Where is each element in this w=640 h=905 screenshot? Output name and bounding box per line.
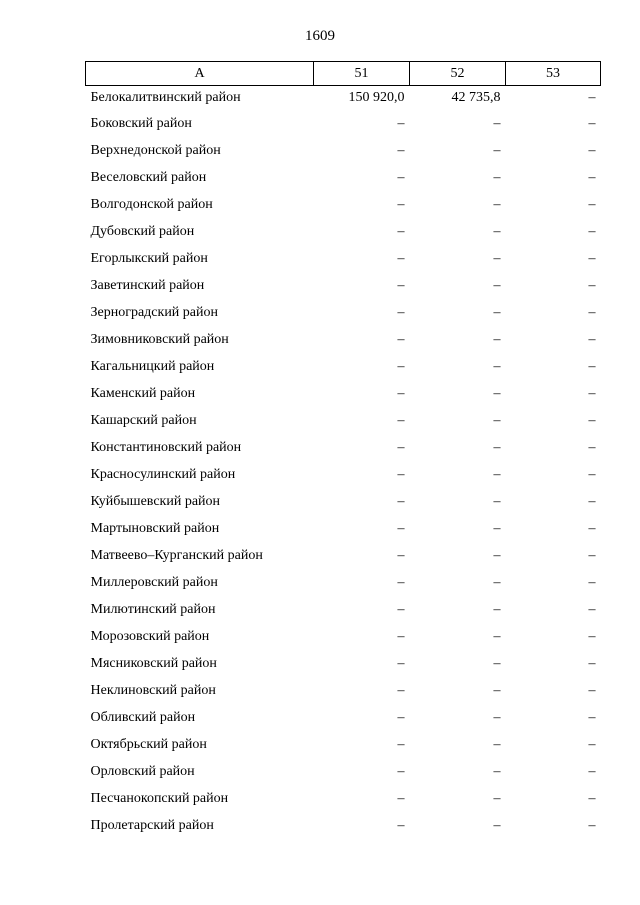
value-col-52: – [493, 547, 501, 563]
table-row [86, 488, 601, 515]
district-name: Каменский район [90, 385, 196, 401]
district-name: Верхнедонской район [90, 142, 221, 158]
district-name: Веселовский район [90, 169, 207, 185]
value-col-52: 42 735,8 [451, 90, 501, 105]
district-name: Морозовский район [90, 628, 210, 644]
table-row [86, 299, 601, 326]
value-col-51: – [397, 493, 405, 509]
value-col-51: – [397, 142, 405, 158]
table-row [86, 326, 601, 353]
table-row [86, 542, 601, 569]
value-col-51: – [397, 358, 405, 374]
table-row [86, 407, 601, 434]
value-col-52: – [493, 412, 501, 428]
table-row [86, 650, 601, 677]
value-col-53: – [588, 331, 596, 347]
value-col-53: – [588, 763, 596, 779]
value-col-51: – [397, 790, 405, 806]
value-col-52: – [493, 628, 501, 644]
value-col-51: – [397, 655, 405, 671]
value-col-53: – [588, 493, 596, 509]
value-col-53: – [588, 385, 596, 401]
value-col-52: – [493, 709, 501, 725]
value-col-52: – [493, 574, 501, 590]
table-row [86, 164, 601, 191]
header-row [86, 62, 601, 86]
value-col-52: – [493, 466, 501, 482]
value-col-53: – [588, 628, 596, 644]
value-col-53: – [588, 655, 596, 671]
table-row [86, 380, 601, 407]
value-col-52: – [493, 196, 501, 212]
value-col-51: – [397, 682, 405, 698]
district-name: Дубовский район [90, 223, 195, 239]
value-col-51: – [397, 466, 405, 482]
table-row [86, 704, 601, 731]
district-name: Белокалитвинский район [90, 90, 241, 105]
table-row [86, 731, 601, 758]
district-name: Миллеровский район [90, 574, 218, 590]
value-col-51: – [397, 115, 405, 131]
value-col-52: – [493, 763, 501, 779]
value-col-52: – [493, 277, 501, 293]
value-col-51: – [397, 628, 405, 644]
value-col-53: – [588, 142, 596, 158]
table-row [86, 677, 601, 704]
value-col-53: – [588, 412, 596, 428]
value-col-53: – [588, 358, 596, 374]
district-name: Песчанокопский район [90, 790, 229, 806]
district-name: Красносулинский район [90, 466, 236, 482]
table-row [86, 110, 601, 137]
table-row [86, 191, 601, 218]
value-col-53: – [588, 90, 596, 105]
value-col-53: – [588, 439, 596, 455]
district-name: Милютинский район [90, 601, 216, 617]
table-row [86, 623, 601, 650]
value-col-53: – [588, 709, 596, 725]
district-name: Пролетарский район [90, 817, 214, 833]
value-col-52: – [493, 304, 501, 320]
value-col-52: – [493, 655, 501, 671]
value-col-53: – [588, 574, 596, 590]
value-col-52: – [493, 142, 501, 158]
district-name: Заветинский район [90, 277, 205, 293]
header-col-52: 52 [410, 62, 506, 86]
value-col-52: – [493, 385, 501, 401]
value-col-52: – [493, 736, 501, 752]
value-col-51: – [397, 304, 405, 320]
value-col-52: – [493, 223, 501, 239]
value-col-53: – [588, 601, 596, 617]
value-col-53: – [588, 250, 596, 266]
table-body [86, 86, 601, 840]
value-col-52: – [493, 115, 501, 131]
district-name: Матвеево–Курганский район [90, 547, 263, 563]
district-name: Волгодонской район [90, 196, 213, 212]
value-col-53: – [588, 547, 596, 563]
table-row [86, 758, 601, 785]
value-col-51: – [397, 763, 405, 779]
value-col-52: – [493, 682, 501, 698]
value-col-51: – [397, 169, 405, 185]
value-col-51: – [397, 439, 405, 455]
value-col-52: – [493, 520, 501, 536]
district-name: Мясниковский район [90, 655, 217, 671]
table-row [86, 353, 601, 380]
value-col-53: – [588, 277, 596, 293]
value-col-52: – [493, 601, 501, 617]
value-col-53: – [588, 790, 596, 806]
value-col-52: – [493, 439, 501, 455]
district-name: Неклиновский район [90, 682, 216, 698]
table-row [86, 137, 601, 164]
value-col-52: – [493, 169, 501, 185]
header-col-51: 51 [314, 62, 410, 86]
value-col-53: – [588, 196, 596, 212]
district-name: Зимовниковский район [90, 331, 229, 347]
district-name: Обливский район [90, 709, 196, 725]
value-col-51: – [397, 574, 405, 590]
value-col-53: – [588, 682, 596, 698]
value-col-51: – [397, 601, 405, 617]
table-row [86, 812, 601, 839]
value-col-51: – [397, 709, 405, 725]
district-name: Кашарский район [90, 412, 197, 428]
district-name: Зерноградский район [90, 304, 218, 320]
district-name: Константиновский район [90, 439, 242, 455]
value-col-51: – [397, 520, 405, 536]
value-col-52: – [493, 817, 501, 833]
value-col-51: – [397, 277, 405, 293]
district-name: Мартыновский район [90, 520, 220, 536]
page-number: 1609 [305, 28, 335, 44]
value-col-52: – [493, 250, 501, 266]
value-col-51: – [397, 817, 405, 833]
table-row [86, 218, 601, 245]
district-name: Кагальницкий район [90, 358, 215, 374]
table-row [86, 785, 601, 812]
value-col-51: – [397, 547, 405, 563]
value-col-53: – [588, 817, 596, 833]
value-col-53: – [588, 520, 596, 536]
table-header [86, 62, 601, 86]
table-row [86, 569, 601, 596]
value-col-52: – [493, 493, 501, 509]
table-row [86, 596, 601, 623]
value-col-53: – [588, 223, 596, 239]
table-row [86, 245, 601, 272]
table-row [86, 86, 601, 111]
district-name: Егорлыкский район [90, 250, 208, 266]
table-row [86, 515, 601, 542]
value-col-51: – [397, 331, 405, 347]
value-col-52: – [493, 331, 501, 347]
table-row [86, 434, 601, 461]
value-col-52: – [493, 358, 501, 374]
district-table [85, 61, 601, 839]
district-name: Куйбышевский район [90, 493, 221, 509]
value-col-51: – [397, 736, 405, 752]
value-col-51: – [397, 196, 405, 212]
table-row [86, 461, 601, 488]
value-col-53: – [588, 736, 596, 752]
value-col-51: – [397, 223, 405, 239]
district-name: Орловский район [90, 763, 195, 779]
value-col-51: 150 920,0 [348, 90, 405, 105]
value-col-53: – [588, 169, 596, 185]
district-name: Октябрьский район [90, 736, 207, 752]
value-col-51: – [397, 412, 405, 428]
value-col-53: – [588, 115, 596, 131]
value-col-51: – [397, 385, 405, 401]
district-name: Боковский район [90, 115, 192, 131]
value-col-52: – [493, 790, 501, 806]
header-col-a: А [86, 62, 314, 86]
header-col-53: 53 [506, 62, 601, 86]
value-col-53: – [588, 466, 596, 482]
table-row [86, 272, 601, 299]
value-col-53: – [588, 304, 596, 320]
value-col-51: – [397, 250, 405, 266]
